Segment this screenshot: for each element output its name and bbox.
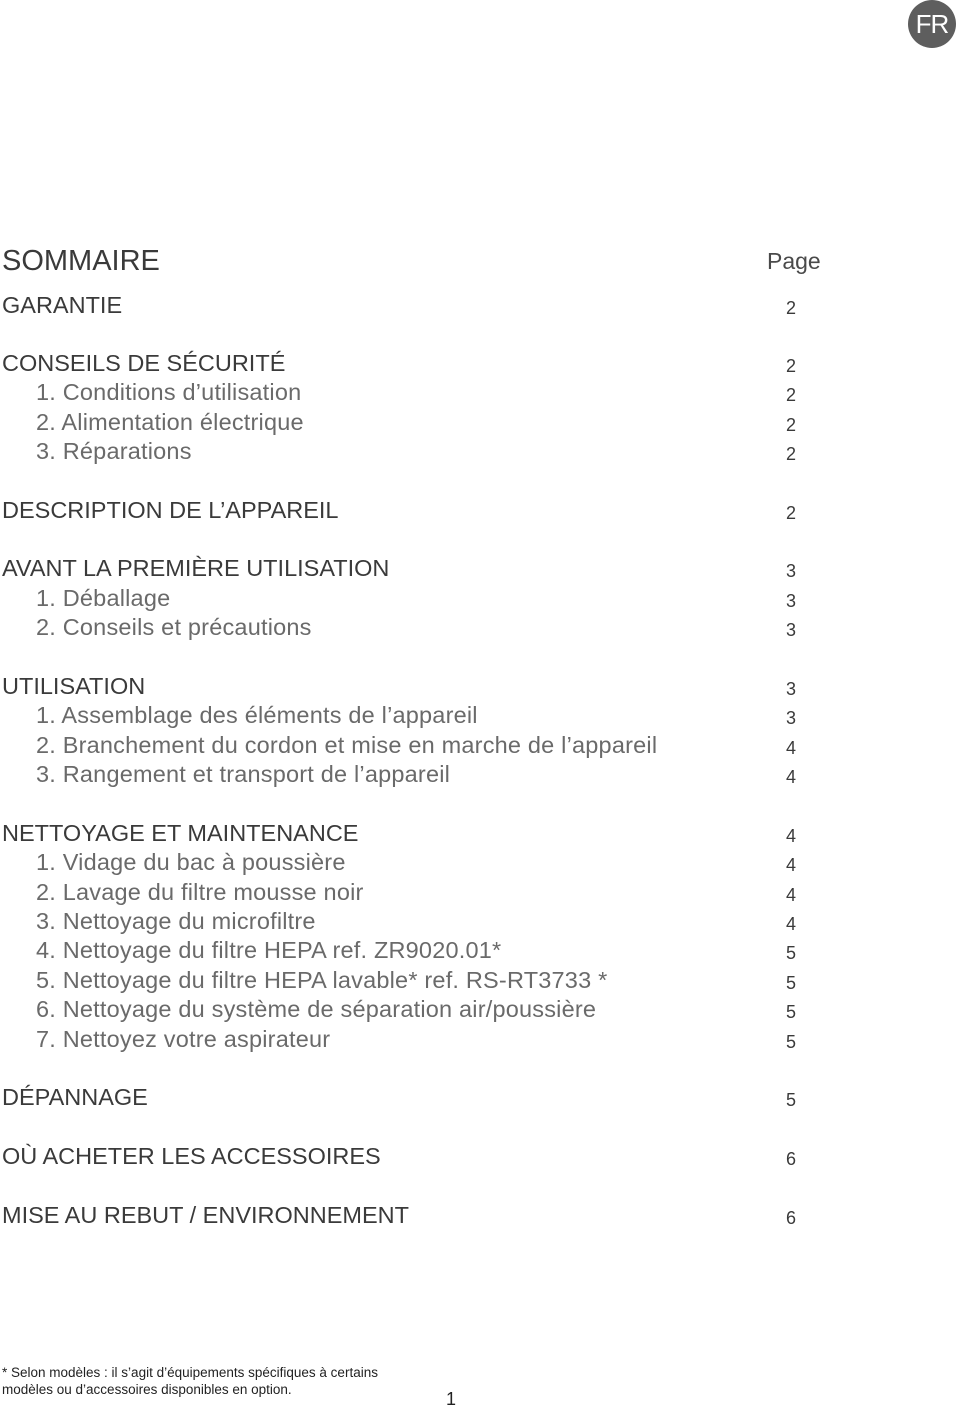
toc-entry-page: 3 xyxy=(785,591,796,611)
toc-entry-label: AVANT LA PREMIÈRE UTILISATION xyxy=(2,555,390,581)
toc-subsection xyxy=(0,906,960,936)
toc-entry-label: 2. Conseils et précautions xyxy=(36,614,312,640)
toc-entry-page: 2 xyxy=(785,356,796,376)
page-number: 1 xyxy=(446,1389,457,1409)
toc-entry-label: DESCRIPTION DE L’APPAREIL xyxy=(2,497,339,523)
toc-subsection xyxy=(0,965,960,995)
toc-entry-page: 5 xyxy=(785,973,796,993)
toc-subsection xyxy=(0,935,960,965)
toc-entry-label: NETTOYAGE ET MAINTENANCE xyxy=(2,820,359,846)
toc-subsection xyxy=(0,759,960,789)
toc-entry-label: 5. Nettoyage du filtre HEPA lavable* ref. RS-RT3733 * xyxy=(36,967,608,993)
toc-entry-page: 4 xyxy=(785,855,796,875)
toc-entry-label: UTILISATION xyxy=(2,673,146,699)
toc-entry-page: 4 xyxy=(785,826,796,846)
toc-subsection xyxy=(0,730,960,760)
toc-entry-page: 3 xyxy=(785,620,796,640)
toc-section xyxy=(0,1082,960,1112)
toc-subsection xyxy=(0,407,960,437)
toc-entry-page: 2 xyxy=(785,503,796,523)
toc-entry-page: 2 xyxy=(785,298,796,318)
toc-subsection xyxy=(0,994,960,1024)
toc-section xyxy=(0,1141,960,1171)
toc-subsection xyxy=(0,847,960,877)
toc-section xyxy=(0,553,960,583)
toc-section xyxy=(0,495,960,525)
toc-entry-page: 5 xyxy=(785,943,796,963)
toc-entry-label: 7. Nettoyez votre aspirateur xyxy=(36,1026,331,1052)
toc-section xyxy=(0,290,960,320)
toc-entry-label: 3. Nettoyage du microfiltre xyxy=(36,908,316,934)
toc-entry-label: CONSEILS DE SÉCURITÉ xyxy=(2,350,286,376)
toc-subsection xyxy=(0,877,960,907)
toc-entry-label: 3. Rangement et transport de l’appareil xyxy=(36,761,451,787)
toc-entry-label: 1. Vidage du bac à poussière xyxy=(36,849,346,875)
page-column-header: Page xyxy=(767,248,821,274)
footnote: * Selon modèles : il s’agit d’équipements spécifiques à certains modèles ou d’accessoires disponibles en option. xyxy=(2,1365,378,1397)
toc-subsection xyxy=(0,436,960,466)
toc-entry-label: GARANTIE xyxy=(2,292,123,318)
toc-entry-page: 6 xyxy=(785,1208,796,1228)
toc-entry-label: OÙ ACHETER LES ACCESSOIRES xyxy=(2,1143,381,1169)
toc-entry-label: 4. Nettoyage du filtre HEPA ref. ZR9020.01* xyxy=(36,937,502,963)
toc-entry-label: 1. Assemblage des éléments de l’appareil xyxy=(36,702,478,728)
toc-entry-label: 3. Réparations xyxy=(36,438,192,464)
toc-entry-page: 5 xyxy=(785,1032,796,1052)
toc-entry-label: MISE AU REBUT / ENVIRONNEMENT xyxy=(2,1202,409,1228)
toc-entry-page: 5 xyxy=(785,1090,796,1110)
toc-entry-label: 2. Branchement du cordon et mise en marche de l’appareil xyxy=(36,732,658,758)
toc-entry-page: 4 xyxy=(785,885,796,905)
toc-subsection xyxy=(0,612,960,642)
toc-subsection xyxy=(0,377,960,407)
toc-entry-page: 3 xyxy=(785,561,796,581)
toc-entry-page: 4 xyxy=(785,738,796,758)
page-title: SOMMAIRE xyxy=(2,245,160,277)
toc-subsection xyxy=(0,700,960,730)
toc-entry-label: 2. Lavage du filtre mousse noir xyxy=(36,879,364,905)
toc-subsection xyxy=(0,583,960,613)
toc-entry-page: 2 xyxy=(785,415,796,435)
toc-entry-page: 2 xyxy=(785,385,796,405)
toc-entry-page: 3 xyxy=(785,708,796,728)
toc-entry-page: 4 xyxy=(785,914,796,934)
toc-entry-page: 5 xyxy=(785,1002,796,1022)
toc-section xyxy=(0,1200,960,1230)
toc-section xyxy=(0,348,960,378)
toc-entry-page: 6 xyxy=(785,1149,796,1169)
toc-entry-page: 2 xyxy=(785,444,796,464)
toc-subsection xyxy=(0,1024,960,1054)
toc-entry-page: 3 xyxy=(785,679,796,699)
toc-entry-label: 1. Conditions d’utilisation xyxy=(36,379,302,405)
language-badge: FR xyxy=(908,0,956,48)
toc-entry-label: 1. Déballage xyxy=(36,585,171,611)
toc-section xyxy=(0,818,960,848)
toc-entry-label: 2. Alimentation électrique xyxy=(36,409,304,435)
toc-section xyxy=(0,671,960,701)
toc-entry-page: 4 xyxy=(785,767,796,787)
toc-entry-label: 6. Nettoyage du système de séparation air/poussière xyxy=(36,996,597,1022)
toc-entry-label: DÉPANNAGE xyxy=(2,1084,148,1110)
